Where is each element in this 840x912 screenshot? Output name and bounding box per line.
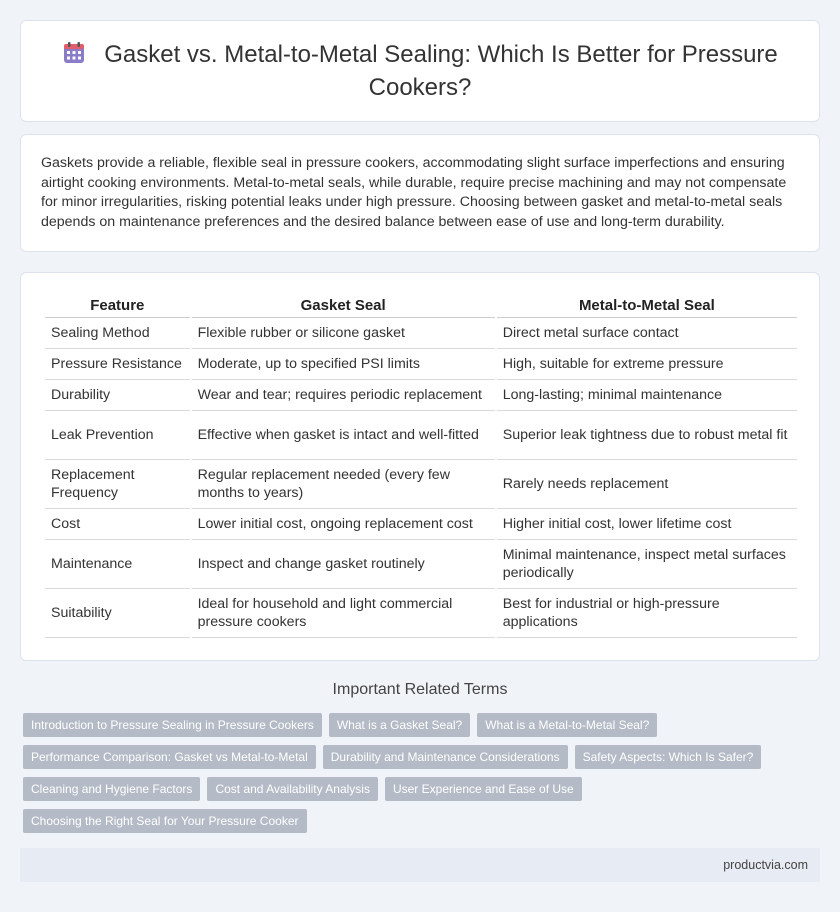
- metal-cell: Direct metal surface contact: [497, 318, 797, 349]
- related-terms-tags: [23, 713, 823, 841]
- feature-cell: Cost: [45, 509, 190, 540]
- tag-row: [23, 745, 823, 769]
- feature-cell: Suitability: [45, 589, 190, 638]
- feature-cell: Maintenance: [45, 540, 190, 589]
- tag-row: [23, 809, 823, 833]
- metal-cell: Higher initial cost, lower lifetime cost: [497, 509, 797, 540]
- table-header-row: [45, 291, 797, 318]
- metal-cell: Rarely needs replacement: [497, 460, 797, 509]
- related-term-tag[interactable]: Cleaning and Hygiene Factors: [23, 777, 200, 801]
- header-feature: Feature: [45, 291, 190, 318]
- related-term-tag[interactable]: Performance Comparison: Gasket vs Metal-to-Metal: [23, 745, 316, 769]
- gasket-cell: Wear and tear; requires periodic replacement: [192, 380, 495, 411]
- gasket-cell: Lower initial cost, ongoing replacement cost: [192, 509, 495, 540]
- calendar-grid-icon: [62, 41, 86, 73]
- feature-cell: Sealing Method: [45, 318, 190, 349]
- metal-cell: High, suitable for extreme pressure: [497, 349, 797, 380]
- table-row: [45, 349, 797, 380]
- related-term-tag[interactable]: What is a Metal-to-Metal Seal?: [477, 713, 657, 737]
- intro-paragraph: Gaskets provide a reliable, flexible seal in pressure cookers, accommodating slight surface imperfections and ensuring airtight cooking environments. Metal-to-metal seals, while durable, require precise machining and may not compensate for minor irregularities, risking potential leaks under high pressure. Choosing between gasket and metal-to-metal seals depends on maintenance preferences and the desired balance between ease of use and long-term durability.: [41, 155, 787, 230]
- comparison-table-card: [20, 272, 820, 661]
- comparison-table: [43, 291, 799, 638]
- metal-cell: Minimal maintenance, inspect metal surfaces periodically: [497, 540, 797, 589]
- related-terms-heading: Important Related Terms: [332, 681, 508, 698]
- table-row: [45, 380, 797, 411]
- gasket-cell: Inspect and change gasket routinely: [192, 540, 495, 589]
- related-term-tag[interactable]: Choosing the Right Seal for Your Pressure Cooker: [23, 809, 307, 833]
- title-card: [20, 20, 820, 122]
- feature-cell: Durability: [45, 380, 190, 411]
- table-row: [45, 411, 797, 460]
- related-term-tag[interactable]: Durability and Maintenance Considerations: [323, 745, 568, 769]
- header-gasket-seal: Gasket Seal: [192, 291, 495, 318]
- gasket-cell: Ideal for household and light commercial pressure cookers: [192, 589, 495, 638]
- table-row: [45, 589, 797, 638]
- table-row: [45, 318, 797, 349]
- tag-row: [23, 777, 823, 801]
- related-term-tag[interactable]: Safety Aspects: Which Is Safer?: [575, 745, 762, 769]
- related-term-tag[interactable]: Cost and Availability Analysis: [207, 777, 378, 801]
- page-title: Gasket vs. Metal-to-Metal Sealing: Which Is Better for Pressure Cookers?: [104, 40, 778, 101]
- gasket-cell: Regular replacement needed (every few months to years): [192, 460, 495, 509]
- page-title-wrapper: [51, 40, 789, 103]
- footer-site-link[interactable]: productvia.com: [723, 858, 808, 872]
- gasket-cell: Effective when gasket is intact and well-fitted: [192, 411, 495, 460]
- related-term-tag[interactable]: User Experience and Ease of Use: [385, 777, 582, 801]
- footer: [20, 848, 820, 882]
- related-term-tag[interactable]: What is a Gasket Seal?: [329, 713, 470, 737]
- related-term-tag[interactable]: Introduction to Pressure Sealing in Pressure Cookers: [23, 713, 322, 737]
- metal-cell: Best for industrial or high-pressure applications: [497, 589, 797, 638]
- tag-row: [23, 713, 823, 737]
- table-row: [45, 509, 797, 540]
- gasket-cell: Moderate, up to specified PSI limits: [192, 349, 495, 380]
- header-metal-seal: Metal-to-Metal Seal: [497, 291, 797, 318]
- table-row: [45, 540, 797, 589]
- metal-cell: Superior leak tightness due to robust metal fit: [497, 411, 797, 460]
- metal-cell: Long-lasting; minimal maintenance: [497, 380, 797, 411]
- gasket-cell: Flexible rubber or silicone gasket: [192, 318, 495, 349]
- feature-cell: Replacement Frequency: [45, 460, 190, 509]
- feature-cell: Leak Prevention: [45, 411, 190, 460]
- table-row: [45, 460, 797, 509]
- feature-cell: Pressure Resistance: [45, 349, 190, 380]
- intro-card: [20, 134, 820, 252]
